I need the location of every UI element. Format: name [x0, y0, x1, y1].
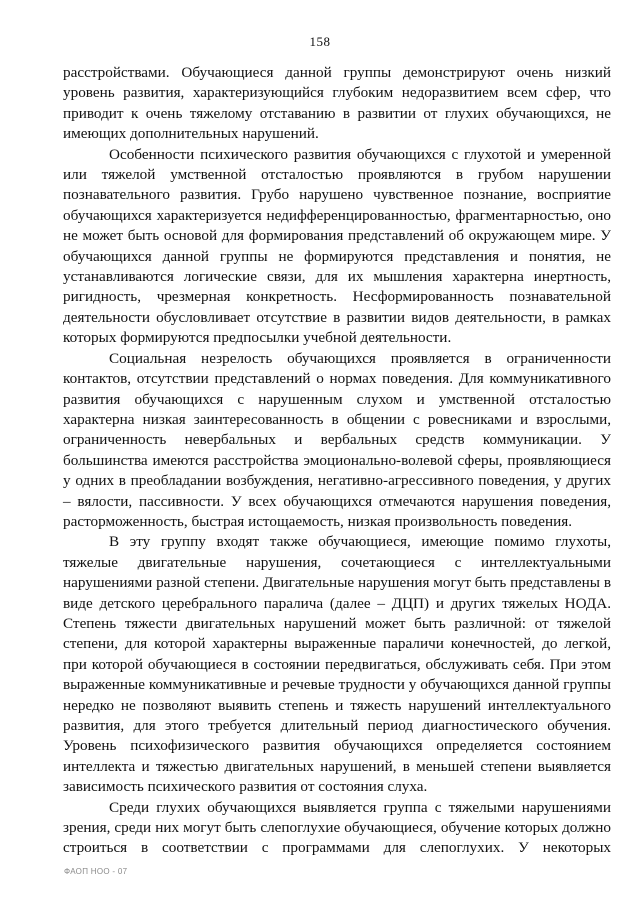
paragraph-cognitive-development: Особенности психического развития обучающихся с глухотой и умеренной или тяжелой умственной отсталостью проявляются в грубом нарушении познавательного развития. Грубо нарушено чувственное познание, восприятие обучающихся характеризуется недифференцированностью, фрагментарностью, оно не может быть основой для формирования представлений об окружающем мире. У обучающихся данной группы не формируются представления и понятия, не устанавливаются логические связи, для их мышления характерна инертность, ригидность, чрезмерная конкретность. Несформированность познавательной деятельности обусловливает отсутствие в развитии видов деятельности, в рамках которых формируются предпосылки учебной деятельности. — [63, 145, 611, 347]
page-number: 158 — [309, 34, 331, 49]
paragraph-visual-impairment: Среди глухих обучающихся выявляется группа с тяжелыми нарушениями зрения, среди них могут быть слепоглухие обучающиеся, обучение которых должно строиться в соответствии с программами для слепоглухих. У некоторых — [63, 798, 611, 857]
paragraph-social-immaturity: Социальная незрелость обучающихся проявляется в ограниченности контактов, отсутствии представлений о нормах поведения. Для коммуникативного развития обучающихся с нарушенным слухом и умственной отсталостью характерна низкая заинтересованность в общении с ровесниками и взрослыми, ограниченность невербальных и вербальных средств коммуникации. У большинства имеются расстройства эмоционально-волевой сферы, проявляющиеся у одних в преобладании возбуждения, негативно-агрессивного поведения, у других – вялости, пассивности. У всех обучающихся отмечаются нарушения поведения, расторможенность, быстрая истощаемость, низкая произвольность поведения. — [63, 349, 611, 530]
paragraph-motor-disorders: В эту группу входят также обучающиеся, имеющие помимо глухоты, тяжелые двигательные нарушения, сочетающиеся с интеллектуальными нарушениями разной степени. Двигательные нарушения могут быть представлены в виде детского церебрального паралича (далее – ДЦП) и других тяжелых НОДА. Степень тяжести двигательных нарушений может быть различной: от тяжелой степени, для которой характерны выраженные параличи конечностей, до легкой, при которой обучающиеся в состоянии передвигаться, обслуживать себя. При этом выраженные коммуникативные и речевые трудности у обучающихся данной группы нередко не позволяют выявить степень и тяжесть нарушений интеллектуального развития, для этого требуется длительный период диагностического обучения. Уровень психофизического развития обучающихся определяется состоянием интеллекта и тяжестью двигательных нарушений, в меньшей степени выявляется зависимость психического развития от состояния слуха. — [63, 533, 611, 796]
footer-mark: ФАОП НОО - 07 — [64, 867, 128, 876]
body-text — [63, 63, 611, 859]
paragraph-continuation: расстройствами. Обучающиеся данной группы демонстрируют очень низкий уровень развития, характеризующийся глубоким недоразвитием всем сфер, что приводит к очень тяжелому отставанию в развитии от глухих обучающихся, не имеющих дополнительных нарушений. — [63, 64, 611, 143]
